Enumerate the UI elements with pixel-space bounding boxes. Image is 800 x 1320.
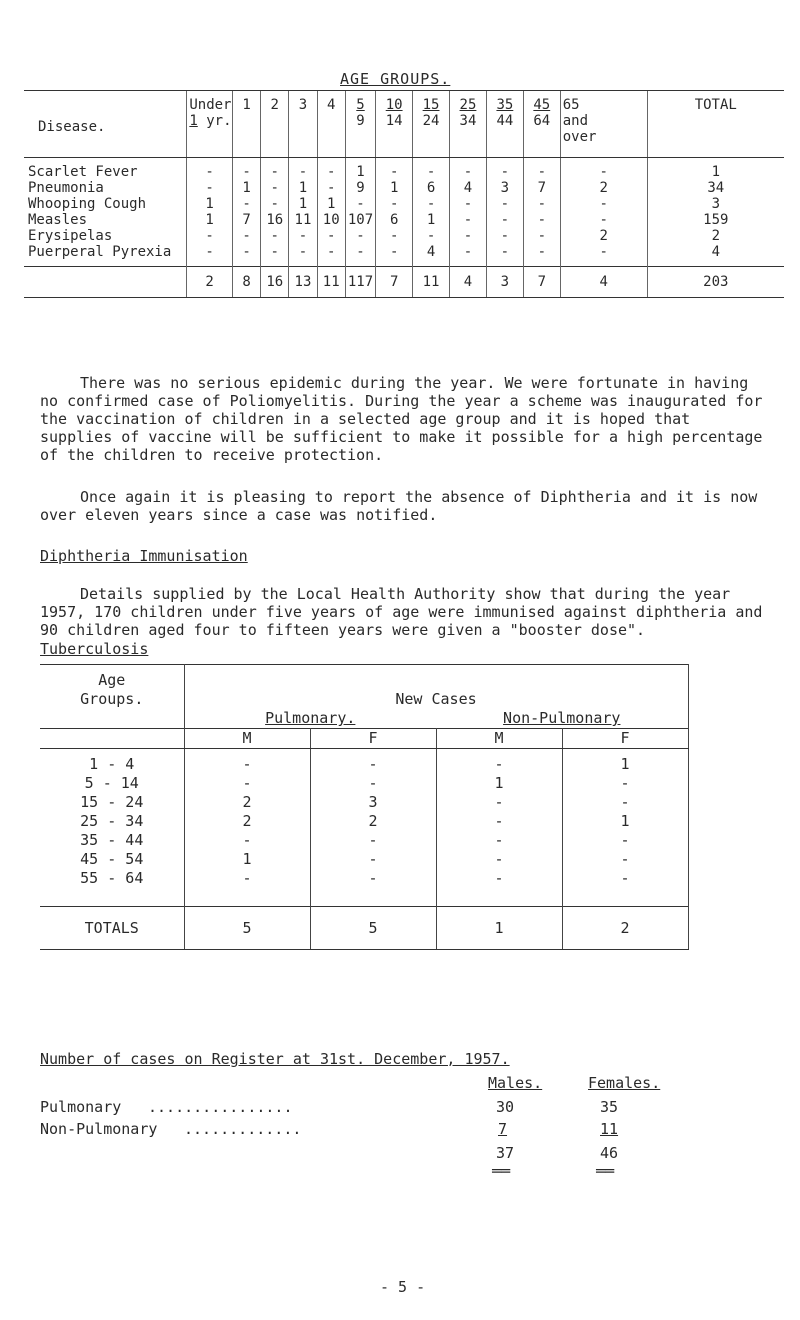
disease-count-cell: - bbox=[376, 228, 413, 244]
age-groups-table bbox=[24, 90, 784, 298]
tb-header-nonpulm-m: M bbox=[436, 729, 562, 749]
register-col-females: Females. bbox=[588, 1074, 661, 1092]
tb-case-count: - bbox=[562, 793, 688, 812]
register-rule-males: ══ bbox=[492, 1162, 511, 1180]
age-top: 1 bbox=[242, 97, 251, 113]
heading-diphtheria-immunisation: Diphtheria Immunisation bbox=[40, 547, 248, 565]
disease-count-cell: 1 bbox=[413, 212, 450, 228]
disease-count-cell: - bbox=[376, 244, 413, 267]
age-total-cell: 7 bbox=[523, 267, 560, 298]
tb-case-count: - bbox=[310, 850, 436, 869]
tb-age-row bbox=[40, 774, 688, 793]
disease-count-cell: - bbox=[413, 196, 450, 212]
disease-count-cell: - bbox=[560, 244, 647, 267]
tb-header-sex-row bbox=[40, 729, 688, 749]
age-top: 35 bbox=[496, 97, 514, 113]
age-total-cell: 117 bbox=[345, 267, 375, 298]
age-top: 45 bbox=[533, 97, 551, 113]
disease-count-cell: 1 bbox=[187, 196, 233, 212]
age-table-totals-row bbox=[24, 267, 784, 298]
tb-case-count: - bbox=[562, 850, 688, 869]
age-bottom: 34 bbox=[459, 113, 477, 129]
age-top: 10 bbox=[385, 97, 403, 113]
tb-header-non-pulmonary bbox=[436, 709, 688, 729]
disease-count-cell: 6 bbox=[413, 180, 450, 196]
age-total-cell: 4 bbox=[450, 267, 487, 298]
disease-row bbox=[24, 196, 784, 212]
paragraph-diphtheria-absence: Once again it is pleasing to report the absence of Diphtheria and it is now over eleven years since a case was notified. bbox=[40, 488, 758, 524]
disease-count-cell: - bbox=[317, 244, 345, 267]
register-row-females: 11 bbox=[600, 1120, 619, 1138]
tb-case-count: - bbox=[436, 749, 562, 775]
disease-count-cell: - bbox=[289, 244, 317, 267]
disease-count-cell: - bbox=[486, 228, 523, 244]
age-total-cell: 16 bbox=[261, 267, 289, 298]
totals-label-empty bbox=[24, 267, 187, 298]
register-col-males: Males. bbox=[488, 1074, 543, 1092]
disease-row bbox=[24, 228, 784, 244]
tb-header-groups: Groups. bbox=[40, 690, 184, 709]
paragraph-epidemic: There was no serious epidemic during the year. We were fortunate in having no confirmed case of Poliomyelitis. During the year a scheme was inaugurated for the vaccination of children in a selected age group and it is hoped that supplies of vaccine will be sufficient to make it possible for a high percentage of the children to receive protection. bbox=[40, 374, 763, 464]
tb-case-count: - bbox=[184, 749, 310, 775]
age-bottom: 24 bbox=[422, 113, 440, 129]
disease-count-cell: 7 bbox=[232, 212, 260, 228]
disease-count-cell: 1 bbox=[232, 180, 260, 196]
heading-tuberculosis: Tuberculosis bbox=[40, 640, 149, 658]
age-top: 3 bbox=[298, 97, 308, 113]
header-age-25-34 bbox=[450, 91, 487, 158]
disease-count-cell: - bbox=[450, 212, 487, 228]
disease-count-cell: 3 bbox=[486, 180, 523, 196]
age-total-cell: 8 bbox=[232, 267, 260, 298]
disease-count-cell: - bbox=[450, 158, 487, 181]
header-age-3 bbox=[289, 91, 317, 158]
disease-row bbox=[24, 158, 784, 181]
tb-header-row-2 bbox=[40, 690, 688, 709]
disease-count-cell: - bbox=[376, 196, 413, 212]
paragraph-immunisation: Details supplied by the Local Health Authority show that during the year 1957, 170 children under five years of age were immunised against diphtheria and 90 children aged four to fifteen years were given a "booster dose". bbox=[40, 585, 763, 639]
tb-case-count: - bbox=[436, 850, 562, 869]
disease-count-cell: - bbox=[261, 196, 289, 212]
disease-count-cell: - bbox=[317, 158, 345, 181]
age-total-cell: 4 bbox=[560, 267, 647, 298]
disease-count-cell: 6 bbox=[376, 212, 413, 228]
disease-row bbox=[24, 180, 784, 196]
tb-age-group: 55 - 64 bbox=[40, 869, 184, 907]
tb-age-group: 25 - 34 bbox=[40, 812, 184, 831]
tb-case-count: - bbox=[436, 793, 562, 812]
disease-count-cell: 2 bbox=[560, 180, 647, 196]
header-age-10-14 bbox=[376, 91, 413, 158]
tb-header-row-1 bbox=[40, 665, 688, 691]
register-section bbox=[40, 1050, 740, 1180]
tb-age-row bbox=[40, 831, 688, 850]
age-table-body bbox=[24, 158, 784, 267]
age-bottom: 9 bbox=[356, 113, 365, 129]
disease-count-cell: 1 bbox=[289, 196, 317, 212]
disease-count-cell: 1 bbox=[187, 212, 233, 228]
disease-name: Erysipelas bbox=[28, 228, 113, 244]
disease-name: Pneumonia bbox=[28, 180, 104, 196]
disease-count-cell: - bbox=[289, 158, 317, 181]
header-age-2 bbox=[261, 91, 289, 158]
tb-case-count: 1 bbox=[184, 850, 310, 869]
disease-count-cell: - bbox=[187, 244, 233, 267]
disease-count-cell: - bbox=[345, 228, 375, 244]
tb-totals-row bbox=[40, 907, 688, 950]
header-age-15-24 bbox=[413, 91, 450, 158]
age-top: 15 bbox=[422, 97, 440, 113]
disease-count-cell: 159 bbox=[647, 212, 784, 228]
tb-age-group: 15 - 24 bbox=[40, 793, 184, 812]
tb-case-count: - bbox=[310, 774, 436, 793]
header-under-1 bbox=[187, 91, 233, 158]
register-total-males: 37 bbox=[496, 1144, 515, 1162]
disease-count-cell: 1 bbox=[345, 158, 375, 181]
age-total-cell: 7 bbox=[376, 267, 413, 298]
disease-count-cell: - bbox=[261, 244, 289, 267]
disease-count-cell: - bbox=[261, 180, 289, 196]
disease-count-cell: - bbox=[486, 244, 523, 267]
disease-count-cell: - bbox=[261, 228, 289, 244]
register-row-males: 30 bbox=[496, 1098, 515, 1116]
disease-count-cell: 1 bbox=[289, 180, 317, 196]
age-table-header-row bbox=[24, 91, 784, 158]
disease-count-cell: - bbox=[486, 212, 523, 228]
disease-count-cell: 1 bbox=[376, 180, 413, 196]
header-under-unit: yr. bbox=[206, 113, 232, 129]
disease-count-cell: 16 bbox=[261, 212, 289, 228]
register-row-dots: ................ bbox=[148, 1098, 293, 1116]
disease-count-cell: - bbox=[261, 158, 289, 181]
disease-count-cell: - bbox=[413, 228, 450, 244]
tb-case-count: - bbox=[562, 831, 688, 850]
tb-case-count: 1 bbox=[562, 749, 688, 775]
disease-count-cell: 1 bbox=[647, 158, 784, 181]
disease-count-cell: - bbox=[345, 244, 375, 267]
header-age-35-44 bbox=[486, 91, 523, 158]
disease-count-cell: - bbox=[187, 158, 233, 181]
tb-case-count: - bbox=[184, 869, 310, 907]
disease-count-cell: 10 bbox=[317, 212, 345, 228]
disease-count-cell: - bbox=[560, 196, 647, 212]
tb-age-group: 5 - 14 bbox=[40, 774, 184, 793]
register-row-label: Non-Pulmonary bbox=[40, 1120, 158, 1138]
disease-count-cell: - bbox=[560, 212, 647, 228]
age-bottom: 64 bbox=[533, 113, 551, 129]
tb-header-pulm-f: F bbox=[310, 729, 436, 749]
register-rule-females: ══ bbox=[596, 1162, 615, 1180]
disease-count-cell: - bbox=[523, 212, 560, 228]
header-age-5-9 bbox=[345, 91, 375, 158]
tb-header-row-3 bbox=[40, 709, 688, 729]
disease-count-cell: 7 bbox=[523, 180, 560, 196]
register-header-row bbox=[40, 1074, 740, 1094]
age-total-cell: 11 bbox=[413, 267, 450, 298]
disease-count-cell: 4 bbox=[413, 244, 450, 267]
disease-count-cell: - bbox=[289, 228, 317, 244]
tb-pulmonary-label: Pulmonary. bbox=[265, 709, 356, 727]
register-total-females: 46 bbox=[600, 1144, 619, 1162]
disease-count-cell: 9 bbox=[345, 180, 375, 196]
tb-header-nonpulm-f: F bbox=[562, 729, 688, 749]
tb-header-blank bbox=[184, 665, 688, 691]
tb-case-count: - bbox=[310, 831, 436, 850]
disease-count-cell: 4 bbox=[647, 244, 784, 267]
tb-case-count: - bbox=[436, 869, 562, 907]
age-bottom: 14 bbox=[385, 113, 403, 129]
tb-case-count: 2 bbox=[310, 812, 436, 831]
disease-name: Whooping Cough bbox=[28, 196, 147, 212]
age-top: 2 bbox=[270, 97, 279, 113]
register-row-label: Pulmonary bbox=[40, 1098, 122, 1116]
header-age-45-64 bbox=[523, 91, 560, 158]
register-row-females: 35 bbox=[600, 1098, 619, 1116]
tuberculosis-table bbox=[40, 664, 689, 950]
disease-count-cell: - bbox=[560, 158, 647, 181]
tb-total-cell: 2 bbox=[562, 907, 688, 950]
tb-case-count: - bbox=[562, 774, 688, 793]
register-row-non-pulmonary bbox=[40, 1120, 740, 1140]
tb-age-group: 1 - 4 bbox=[40, 749, 184, 775]
age-total-cell: 11 bbox=[317, 267, 345, 298]
disease-count-cell: - bbox=[523, 228, 560, 244]
age-65-label: 65 bbox=[562, 97, 580, 113]
header-age-1 bbox=[232, 91, 260, 158]
disease-count-cell: 34 bbox=[647, 180, 784, 196]
age-bottom: 44 bbox=[496, 113, 514, 129]
page-title: AGE GROUPS. bbox=[340, 70, 451, 88]
register-double-rule bbox=[40, 1162, 740, 1182]
disease-count-cell: 107 bbox=[345, 212, 375, 228]
age-top: 4 bbox=[326, 97, 336, 113]
disease-count-cell: - bbox=[317, 180, 345, 196]
tb-case-count: - bbox=[310, 869, 436, 907]
age-top: 25 bbox=[459, 97, 477, 113]
tb-table-body bbox=[40, 749, 688, 907]
age-total-cell: 13 bbox=[289, 267, 317, 298]
disease-name: Measles bbox=[28, 212, 88, 228]
tb-case-count: - bbox=[184, 831, 310, 850]
disease-count-cell: - bbox=[187, 228, 233, 244]
tb-case-count: 2 bbox=[184, 793, 310, 812]
tb-header-new-cases: New Cases bbox=[184, 690, 688, 709]
disease-count-cell: - bbox=[523, 158, 560, 181]
tb-case-count: - bbox=[562, 869, 688, 907]
tb-case-count: - bbox=[184, 774, 310, 793]
tb-age-row bbox=[40, 812, 688, 831]
tb-header-empty bbox=[40, 709, 184, 729]
age-top: 5 bbox=[356, 97, 365, 113]
disease-count-cell: - bbox=[232, 244, 260, 267]
disease-count-cell: - bbox=[413, 158, 450, 181]
age-65-over: over bbox=[562, 129, 597, 145]
tb-age-group: 35 - 44 bbox=[40, 831, 184, 850]
header-age-65-over bbox=[560, 91, 647, 158]
tb-header-age: Age bbox=[40, 665, 184, 691]
disease-count-cell: 3 bbox=[647, 196, 784, 212]
header-under-label: Under bbox=[189, 97, 232, 113]
disease-count-cell: - bbox=[450, 196, 487, 212]
disease-count-cell: - bbox=[450, 228, 487, 244]
age-total-cell: 3 bbox=[486, 267, 523, 298]
age-65-and: and bbox=[562, 113, 589, 129]
header-total: TOTAL bbox=[647, 91, 784, 158]
tb-total-cell: 1 bbox=[436, 907, 562, 950]
tb-age-row bbox=[40, 749, 688, 775]
tb-case-count: 1 bbox=[562, 812, 688, 831]
header-age-4 bbox=[317, 91, 345, 158]
tb-age-group: 45 - 54 bbox=[40, 850, 184, 869]
disease-count-cell: - bbox=[523, 244, 560, 267]
register-row-males: 7 bbox=[498, 1120, 508, 1138]
tb-total-cell: 5 bbox=[184, 907, 310, 950]
tb-age-row bbox=[40, 850, 688, 869]
tb-case-count: - bbox=[436, 812, 562, 831]
disease-name: Puerperal Pyrexia bbox=[28, 244, 172, 260]
disease-count-cell: - bbox=[232, 228, 260, 244]
register-row-dots: ............. bbox=[184, 1120, 302, 1138]
tb-total-cell: 5 bbox=[310, 907, 436, 950]
header-under-fraction: 1 bbox=[189, 113, 198, 129]
disease-count-cell: 1 bbox=[317, 196, 345, 212]
header-disease: Disease. bbox=[24, 91, 187, 158]
disease-row bbox=[24, 244, 784, 267]
disease-count-cell: - bbox=[317, 228, 345, 244]
tb-case-count: 3 bbox=[310, 793, 436, 812]
tb-age-row bbox=[40, 793, 688, 812]
tb-non-pulmonary-label: Non-Pulmonary bbox=[503, 709, 621, 727]
disease-count-cell: 2 bbox=[560, 228, 647, 244]
disease-count-cell: 4 bbox=[450, 180, 487, 196]
disease-count-cell: 11 bbox=[289, 212, 317, 228]
tb-case-count: - bbox=[310, 749, 436, 775]
disease-count-cell: - bbox=[345, 196, 375, 212]
disease-name: Scarlet Fever bbox=[28, 164, 138, 180]
tb-header-sex-empty bbox=[40, 729, 184, 749]
age-total-cell: 2 bbox=[187, 267, 233, 298]
disease-count-cell: - bbox=[187, 180, 233, 196]
disease-count-cell: 2 bbox=[647, 228, 784, 244]
disease-count-cell: - bbox=[450, 244, 487, 267]
page-number: - 5 - bbox=[380, 1278, 426, 1296]
disease-count-cell: - bbox=[376, 158, 413, 181]
disease-count-cell: - bbox=[486, 196, 523, 212]
tb-case-count: 2 bbox=[184, 812, 310, 831]
register-row-pulmonary bbox=[40, 1098, 740, 1118]
disease-count-cell: - bbox=[523, 196, 560, 212]
register-title: Number of cases on Register at 31st. December, 1957. bbox=[40, 1050, 510, 1068]
tb-case-count: 1 bbox=[436, 774, 562, 793]
disease-count-cell: - bbox=[486, 158, 523, 181]
tb-totals-label: TOTALS bbox=[40, 907, 184, 950]
disease-count-cell: - bbox=[232, 158, 260, 181]
register-total-row bbox=[40, 1144, 740, 1164]
age-total-cell: 203 bbox=[647, 267, 784, 298]
tb-case-count: - bbox=[436, 831, 562, 850]
tb-header-pulmonary bbox=[184, 709, 436, 729]
tb-header-pulm-m: M bbox=[184, 729, 310, 749]
tb-age-row bbox=[40, 869, 688, 907]
disease-row bbox=[24, 212, 784, 228]
disease-count-cell: - bbox=[232, 196, 260, 212]
